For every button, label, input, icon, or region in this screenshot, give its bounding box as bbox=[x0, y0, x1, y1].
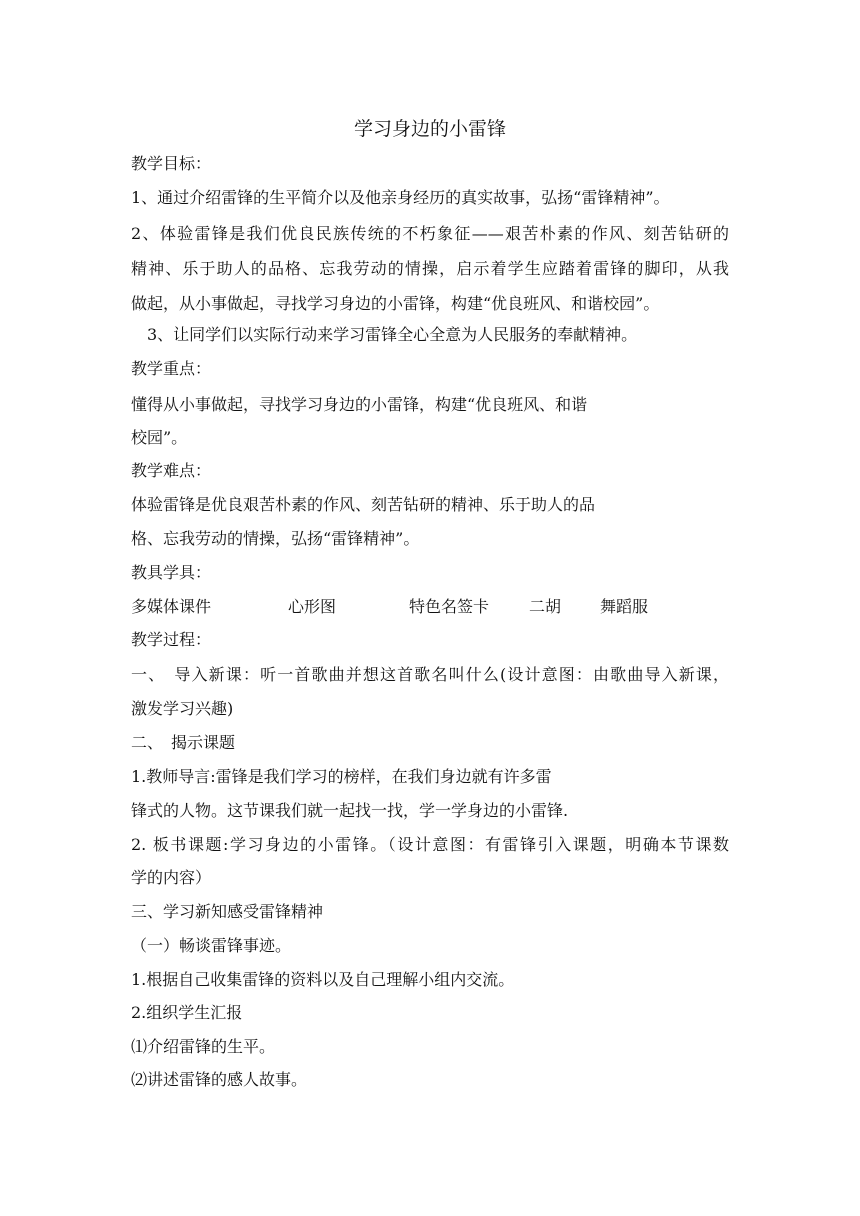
paragraph-line: 三、学习新知感受雷锋精神 bbox=[131, 902, 324, 921]
section-heading-process: 教学过程： bbox=[131, 630, 212, 649]
paragraph-line: ⑵讲述雷锋的感人故事。 bbox=[131, 1070, 308, 1089]
paragraph-line: 校园”。 bbox=[131, 428, 188, 447]
tool-item: 舞蹈服 bbox=[600, 597, 649, 616]
paragraph-line: 激发学习兴趣) bbox=[131, 699, 234, 718]
paragraph-line: 锋式的人物。这节课我们就一起找一找，学一学身边的小雷锋. bbox=[131, 801, 569, 820]
section-heading-difficulties: 教学难点： bbox=[131, 461, 212, 480]
section-heading-key-points: 教学重点： bbox=[131, 359, 212, 378]
paragraph-line: 精神、乐于助人的品格、忘我劳动的情操，启示着学生应踏着雷锋的脚印，从我 bbox=[131, 259, 729, 278]
paragraph-line: 一、 导入新课：听一首歌曲并想这首歌名叫什么(设计意图：由歌曲导入新课， bbox=[131, 665, 729, 684]
paragraph-line: 懂得从小事做起，寻找学习身边的小雷锋，构建“优良班风、和谐 bbox=[131, 395, 588, 414]
paragraph-line: 3、让同学们以实际行动来学习雷锋全心全意为人民服务的奉献精神。 bbox=[147, 325, 638, 344]
paragraph-line: 学的内容） bbox=[131, 868, 212, 887]
paragraph-line: 2.组织学生汇报 bbox=[131, 1003, 243, 1022]
section-heading-goals: 教学目标： bbox=[131, 154, 212, 173]
paragraph-line: 格、忘我劳动的情操，弘扬“雷锋精神”。 bbox=[131, 529, 420, 548]
tool-item: 心形图 bbox=[288, 597, 337, 616]
paragraph-line: 做起，从小事做起，寻找学习身边的小雷锋，构建“优良班风、和谐校园”。 bbox=[131, 294, 660, 313]
paragraph-line: 二、 揭示课题 bbox=[131, 733, 236, 752]
paragraph-line: 体验雷锋是优良艰苦朴素的作风、刻苦钻研的精神、乐于助人的品 bbox=[131, 495, 596, 514]
tool-item: 多媒体课件 bbox=[131, 597, 212, 616]
section-heading-tools: 教具学具： bbox=[131, 563, 212, 582]
paragraph-line: ⑴介绍雷锋的生平。 bbox=[131, 1037, 276, 1056]
paragraph-line: 1、通过介绍雷锋的生平简介以及他亲身经历的真实故事，弘扬“雷锋精神”。 bbox=[131, 188, 670, 207]
paragraph-line: 2、体验雷锋是我们优良民族传统的不朽象征——艰苦朴素的作风、刻苦钻研的 bbox=[131, 224, 729, 243]
tool-item: 特色名签卡 bbox=[409, 597, 490, 616]
document-title: 学习身边的小雷锋 bbox=[353, 118, 506, 140]
paragraph-line: 1.教师导言:雷锋是我们学习的榜样，在我们身边就有许多雷 bbox=[131, 767, 552, 786]
paragraph-line: （一）畅谈雷锋事迹。 bbox=[131, 936, 292, 955]
paragraph-line: 1.根据自己收集雷锋的资料以及自己理解小组内交流。 bbox=[131, 970, 515, 989]
paragraph-line: 2. 板书课题:学习身边的小雷锋。（设计意图：有雷锋引入课题，明确本节课数 bbox=[131, 835, 729, 854]
tool-item: 二胡 bbox=[529, 597, 562, 616]
